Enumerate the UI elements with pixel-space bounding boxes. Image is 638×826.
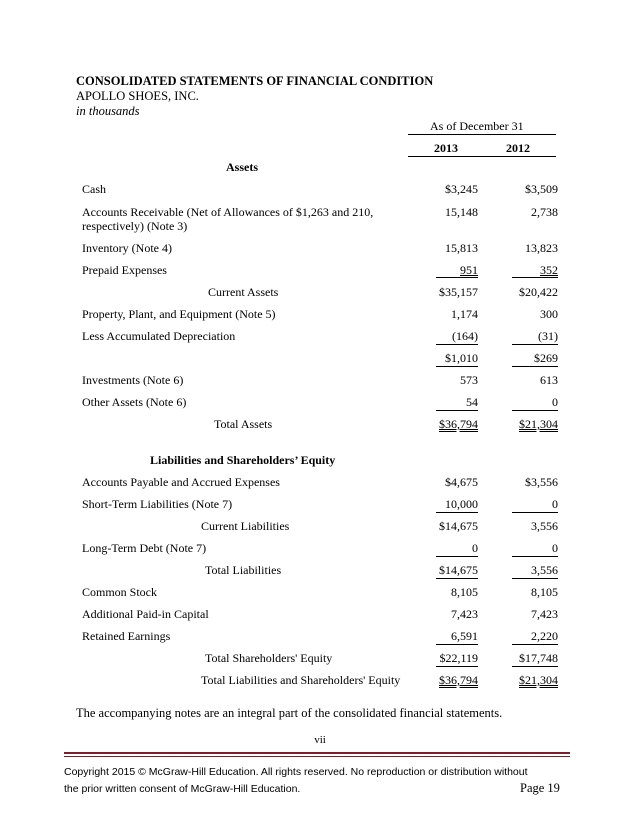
ap-2013: $4,675: [445, 475, 478, 489]
ppe-2012: 300: [540, 307, 558, 321]
investments-2012: 613: [540, 373, 558, 387]
other-assets-2012-underline: [512, 410, 558, 411]
net-ppe-2013-underline: [436, 366, 478, 367]
copyright-line2: the prior written consent of McGraw-Hill Education.: [64, 783, 301, 795]
investments-2013: 573: [460, 373, 478, 387]
other-assets-label: Other Assets (Note 6): [82, 395, 187, 409]
current-liabilities-label: Current Liabilities: [201, 519, 290, 533]
year-2012-header: 2012: [506, 141, 530, 155]
total-liabilities-2013: $14,675: [439, 563, 478, 577]
prepaid-2012-underline: [512, 277, 558, 278]
ltd-2012-underline: [512, 556, 558, 557]
total-le-2013: $36,794: [439, 673, 478, 687]
liabilities-heading: Liabilities and Shareholders’ Equity: [150, 453, 336, 467]
footer-rule-thin: [64, 756, 570, 757]
footer-rule-thick: [64, 752, 570, 754]
depreciation-2012-underline: [512, 344, 558, 345]
total-equity-2012-underline: [512, 666, 558, 667]
current-liabilities-2013: $14,675: [439, 519, 478, 533]
copyright-line1: Copyright 2015 © McGraw-Hill Education. All rights reserved. No reproduction or distribution without: [64, 766, 528, 778]
cash-label: Cash: [82, 182, 106, 196]
current-liabilities-2012: 3,556: [531, 519, 558, 533]
total-liabilities-label: Total Liabilities: [205, 563, 282, 577]
prepaid-2012: 352: [540, 263, 558, 277]
company-name: APOLLO SHOES, INC.: [76, 89, 199, 103]
inventory-2012: 13,823: [525, 241, 558, 255]
as-of-label: As of December 31: [430, 119, 524, 133]
total-liabilities-2013-underline: [436, 578, 478, 579]
total-assets-2012: $21,304: [519, 417, 558, 431]
units-label: in thousands: [76, 104, 140, 118]
total-liabilities-2012: 3,556: [531, 563, 558, 577]
st-liabilities-2013: 10,000: [445, 497, 478, 511]
retained-earnings-2012: 2,220: [531, 629, 558, 643]
ar-2013: 15,148: [445, 205, 478, 219]
year-2013-header: 2013: [434, 141, 458, 155]
st-liabilities-label: Short-Term Liabilities (Note 7): [82, 497, 233, 511]
inventory-label: Inventory (Note 4): [82, 241, 172, 255]
ap-2012: $3,556: [525, 475, 558, 489]
st-liabilities-2013-underline: [436, 512, 478, 513]
total-equity-label: Total Shareholders' Equity: [205, 651, 333, 665]
inventory-2013: 15,813: [445, 241, 478, 255]
ppe-label: Property, Plant, and Equipment (Note 5): [82, 307, 276, 321]
retained-earnings-label: Retained Earnings: [82, 629, 171, 643]
total-assets-label: Total Assets: [214, 417, 273, 431]
other-assets-2013-underline: [436, 410, 478, 411]
depreciation-label: Less Accumulated Depreciation: [82, 329, 236, 343]
st-liabilities-2012-underline: [512, 512, 558, 513]
apic-label: Additional Paid-in Capital: [82, 607, 209, 621]
ar-label-line2: respectively) (Note 3): [82, 219, 188, 233]
apic-2012: 7,423: [531, 607, 558, 621]
ltd-2012: 0: [552, 541, 558, 555]
retained-earnings-2012-underline: [512, 644, 558, 645]
statement-title: CONSOLIDATED STATEMENTS OF FINANCIAL CONDITION: [76, 74, 434, 88]
net-ppe-2012-underline: [512, 366, 558, 367]
retained-earnings-2013: 6,591: [451, 629, 478, 643]
assets-heading: Assets: [226, 160, 258, 174]
roman-page-number: vii: [314, 734, 326, 746]
ltd-2013: 0: [472, 541, 478, 555]
common-stock-2012: 8,105: [531, 585, 558, 599]
other-assets-2012: 0: [552, 395, 558, 409]
current-assets-label: Current Assets: [208, 285, 279, 299]
total-le-2012: $21,304: [519, 673, 558, 687]
ltd-2013-underline: [436, 556, 478, 557]
page-number: Page 19: [520, 781, 560, 795]
copyright-notice: [64, 764, 528, 798]
prepaid-label: Prepaid Expenses: [82, 263, 167, 277]
other-assets-2013: 54: [466, 395, 478, 409]
ltd-label: Long-Term Debt (Note 7): [82, 541, 207, 555]
current-assets-2012: $20,422: [519, 285, 558, 299]
statement-note: The accompanying notes are an integral part of the consolidated financial statements.: [76, 706, 503, 720]
ap-label: Accounts Payable and Accrued Expenses: [82, 475, 280, 489]
ar-label-line1: Accounts Receivable (Net of Allowances of $1,263 and 210,: [82, 205, 374, 219]
total-liabilities-2012-underline: [512, 578, 558, 579]
net-ppe-2012: $269: [534, 351, 558, 365]
total-le-label: Total Liabilities and Shareholders' Equity: [201, 673, 401, 687]
common-stock-2013: 8,105: [451, 585, 478, 599]
total-equity-2013-underline: [436, 666, 478, 667]
header-rule-top: [408, 134, 556, 135]
cash-2013: $3,245: [445, 182, 478, 196]
apic-2013: 7,423: [451, 607, 478, 621]
retained-earnings-2013-underline: [436, 644, 478, 645]
total-equity-2013: $22,119: [439, 651, 478, 665]
net-ppe-2013: $1,010: [445, 351, 478, 365]
ppe-2013: 1,174: [451, 307, 478, 321]
common-stock-label: Common Stock: [82, 585, 158, 599]
st-liabilities-2012: 0: [552, 497, 558, 511]
header-rule-bottom: [408, 156, 556, 157]
depreciation-2013-underline: [436, 344, 478, 345]
depreciation-2013: (164): [452, 329, 478, 343]
prepaid-2013: 951: [460, 263, 478, 277]
depreciation-2012: (31): [538, 329, 558, 343]
ar-2012: 2,738: [531, 205, 558, 219]
cash-2012: $3,509: [525, 182, 558, 196]
prepaid-2013-underline: [436, 277, 478, 278]
investments-label: Investments (Note 6): [82, 373, 184, 387]
total-assets-2013: $36,794: [439, 417, 478, 431]
current-assets-2013: $35,157: [439, 285, 478, 299]
total-equity-2012: $17,748: [519, 651, 558, 665]
